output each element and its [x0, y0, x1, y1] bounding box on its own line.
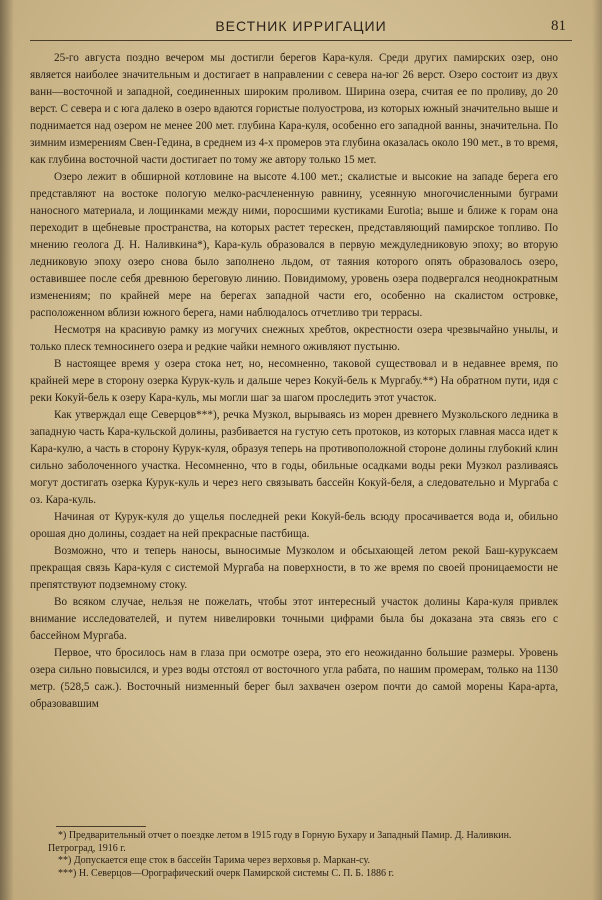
journal-title: ВЕСТНИК ИРРИГАЦИИ — [215, 18, 387, 34]
footnote: **) Допускается еще сток в бассейн Тарима через верховья р. Маркан-су. — [58, 855, 370, 866]
paragraph: Озеро лежит в обширной котловине на высоте 4.100 мет.; скалистые и высокие на западе берега его представляют на востоке пологую мелко-расчлененную равнину, усеянную многочисленными буграми наносного материала, и лощинками между ними, поросшими кустиками Eurotia; выше и ближе к горам она переходит в щебневые пространства, на которых растет терескен, представляющий памирское топливо. По мнению геолога Д. Н. Наливкина*), Кара-куль образовался в первую междуледниковую эпоху; во вторую ледниковую эпоху озеро снова было заполнено льдом, от таяния которого опять образовалось озеро, оставившее после себя древнюю береговую линию. Повидимому, уровень озера подвергался неоднократным изменениям; по крайней мере на берегах западной части его, особенно на скалистом островке, расположенном вблизи южного берега, нами наблюдалось отчетливо три террасы. — [30, 171, 558, 319]
footnote-rule — [56, 826, 146, 827]
header-rule — [30, 40, 572, 41]
running-head — [0, 14, 602, 38]
paragraph: 25-го августа поздно вечером мы достигли берегов Кара-куля. Среди других памирских озер, оно является наиболее значительным и достигает в направлении с севера на-юг 26 верст. Озеро состоит из двух ванн—восточной и западной, соединенных широким проливом. Ширина озера, считая ее по проливу, до 20 верст. С севера и с юга далеко в озеро вдаются гористые полуострова, из которых южный значительно выше и поднимается над озером не менее 200 мет. глубина Кара-куля, особенно его западной ванны, значительна. По зимним измерениям Свен-Гедина, в среднем из 4-х промеров эта глубина оказалась около 190 мет., в то время, как глубина восточной части достигает по тому же автору только 15 мет. — [30, 52, 558, 166]
article-body — [30, 50, 558, 713]
footnote: ***) Н. Северцов—Орографический очерк Памирской системы С. П. Б. 1886 г. — [58, 867, 395, 879]
paragraph: Несмотря на красивую рамку из могучих снежных хребтов, окрестности озера чрезвычайно унылы, и только плеск темносинего озера и редкие чайки немного оживляют пустыню. — [30, 324, 558, 353]
paragraph: Начиная от Курук-куля до ущелья последней реки Кокуй-бель всюду просачивается вода и, обильно орошая дно долины, создает на ней прекрасные пастбища. — [30, 511, 558, 540]
page-number: 81 — [551, 18, 566, 34]
paragraph: Во всяком случае, нельзя не пожелать, чтобы этот интересный участок долины Кара-куля привлек внимание исследователей, и путем нивелировки точными цифрами была бы доказана эта связь его с бассейном Мургаба. — [30, 596, 558, 642]
paragraph: Возможно, что и теперь наносы, выносимые Музколом и обсыхающей летом рекой Баш-куруксаем прекращая связь Кара-куля с системой Мургаба на поверхности, в то же время по своей проницаемости не препятствуют подземному стоку. — [30, 545, 558, 591]
paragraph: Как утверждал еще Северцов***), речка Музкол, вырываясь из морен древнего Музкольского ледника в западную часть Кара-кульской долины, разбивается на густую сеть протоков, из которых главная масса идет к Кара-кулю, а часть в сторону Курук-куля, образуя теперь на противоположной стороне долины глубокий клин сильно заболоченного участка. Несомненно, что в годы, обильные осадками воды реки Музкол разливаясь могут достигать озерка Курук-куль и через него связывать бассейн Кокуй-беля, а следовательно и Мургаба с оз. Кара-куль. — [30, 409, 558, 506]
footnotes — [48, 830, 558, 880]
paragraph: Первое, что бросилось нам в глаза при осмотре озера, это его неожиданно большие размеры. Уровень озера сильно повысился, и урез воды отстоял от восточного угла рабата, по нашим промерам, только на 1130 метр. (528,5 саж.). Восточный низменный берег был захвачен озером почти до самой морены Кара-арта, образовавшим — [30, 647, 558, 710]
paragraph: В настоящее время у озера стока нет, но, несомненно, такoвой существовал и в недавнее время, по крайней мере в сторону озерка Курук-куль и дальше через Кокуй-бель к Мургабу.**) На обратном пути, идя с реки Кокуй-бель к озеру Кара-куль, мы могли шаг за шагом проследить этот участок. — [30, 358, 558, 404]
footnote: *) Предварительный отчет о поездке летом в 1915 году в Горную Бухару и Западный Памир. Д. Наливкин. Петроград, 1916 г. — [48, 830, 512, 854]
